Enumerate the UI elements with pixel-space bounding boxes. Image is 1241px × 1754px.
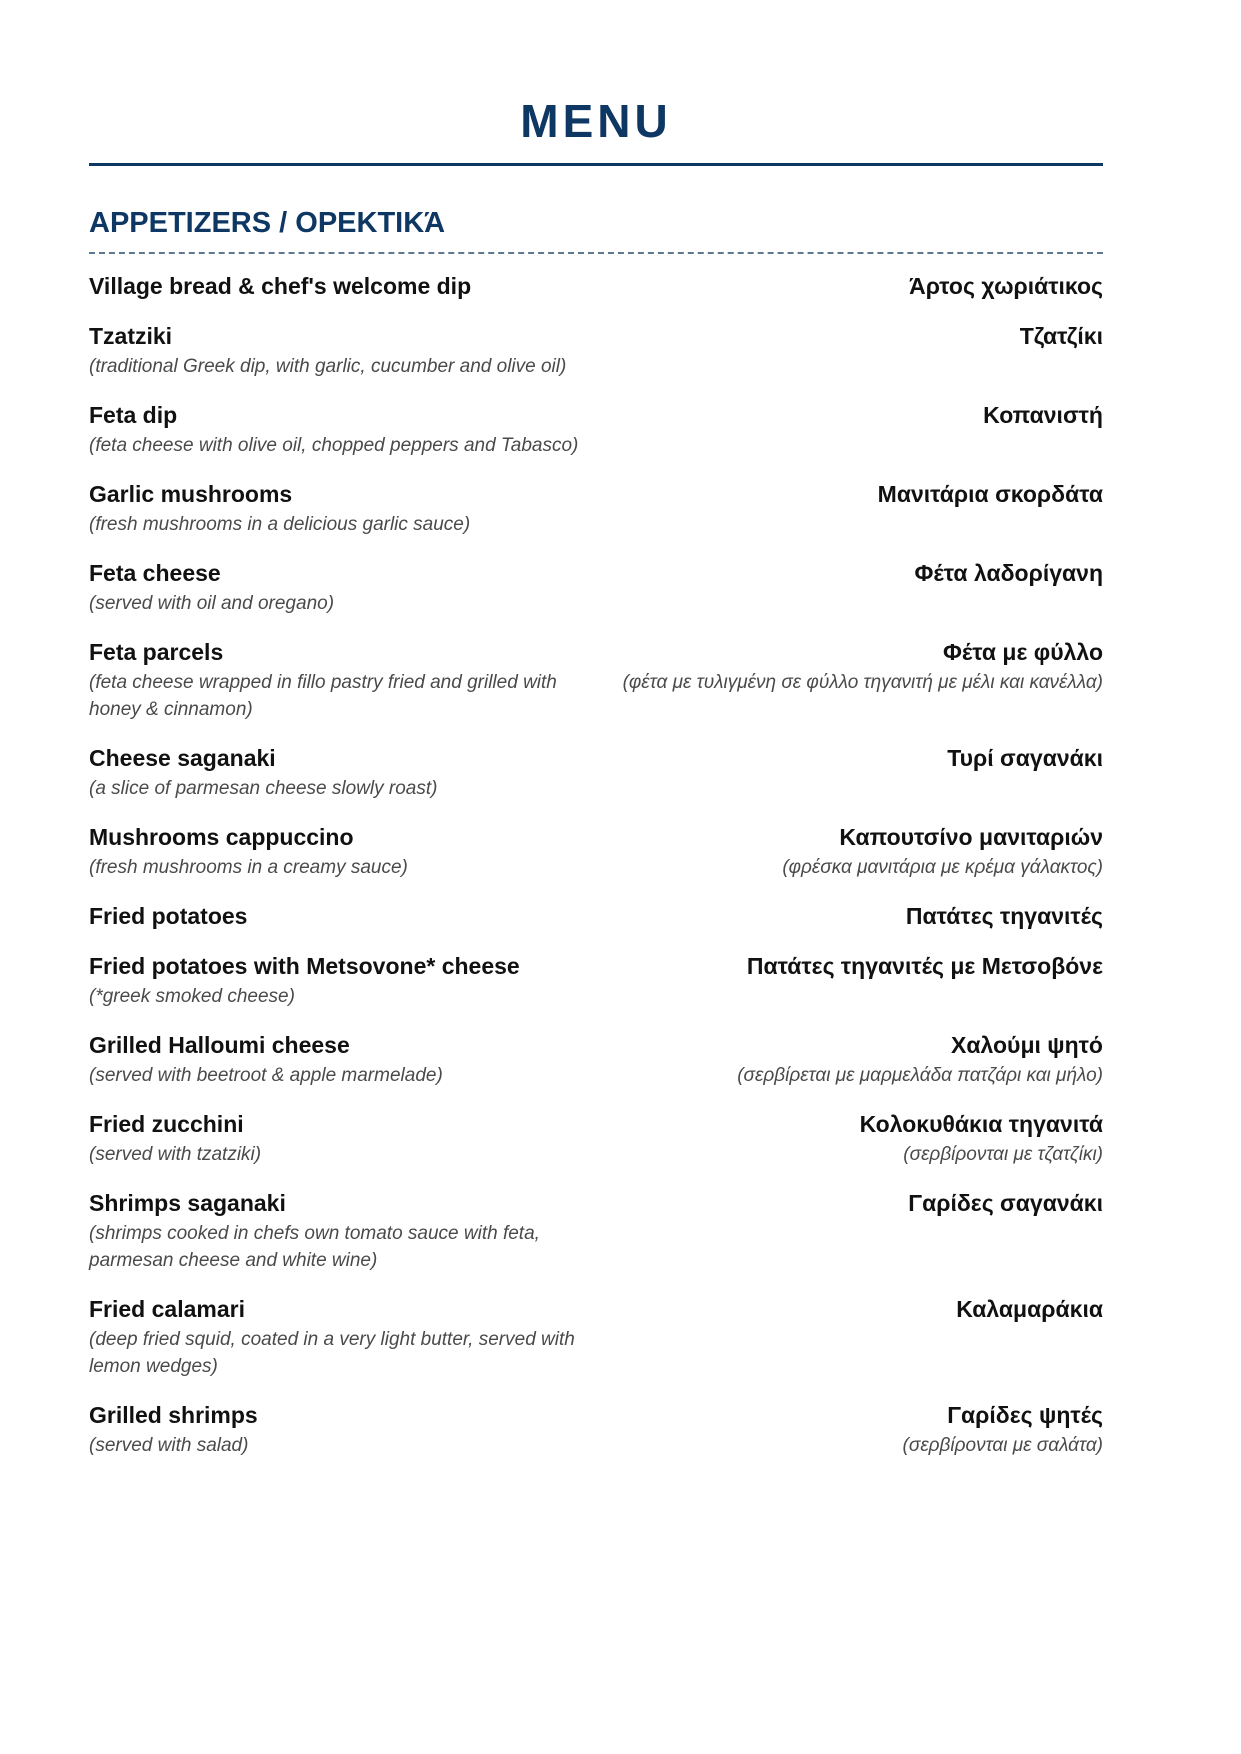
menu-item-name-gr: Γαρίδες σαγανάκι <box>908 1190 1103 1216</box>
menu-item-name-en: Fried potatoes <box>89 903 248 929</box>
menu-item-name-en: Grilled Halloumi cheese <box>89 1032 350 1058</box>
title-divider <box>89 163 1103 166</box>
menu-item-english <box>89 271 609 301</box>
menu-item-english <box>89 637 609 723</box>
menu-item-name-gr: Τυρί σαγανάκι <box>947 745 1103 771</box>
menu-item-desc-en: (fresh mushrooms in a delicious garlic sauce) <box>89 514 471 535</box>
menu-item-desc-gr: (σερβίρεται με μαρμελάδα πατζάρι και μήλο) <box>737 1065 1103 1086</box>
menu-item-desc-en: (traditional Greek dip, with garlic, cucumber and olive oil) <box>89 356 567 377</box>
menu-item-name-gr: Πατάτες τηγανιτές <box>905 903 1103 929</box>
menu-item <box>89 479 1103 538</box>
menu-item-english <box>89 1400 609 1459</box>
menu-item-greek <box>878 479 1103 509</box>
menu-item-name-en: Grilled shrimps <box>89 1402 258 1428</box>
menu-item-english <box>89 558 609 617</box>
menu-item-desc-en: (deep fried squid, coated in a very light butter, served with lemon wedges) <box>89 1329 575 1377</box>
menu-items-list <box>89 254 1103 1459</box>
menu-item-english <box>89 951 609 1010</box>
menu-item-english <box>89 1294 609 1380</box>
menu-item-desc-en: (feta cheese wrapped in fillo pastry fried and grilled with honey & cinnamon) <box>89 672 557 720</box>
menu-item-name-en: Fried calamari <box>89 1296 245 1322</box>
menu-item-name-gr: Φέτα με φύλλο <box>943 639 1103 665</box>
menu-item-name-gr: Τζατζίκι <box>1019 323 1103 349</box>
menu-item-desc-gr: (σερβίρονται με σαλάτα) <box>902 1435 1103 1456</box>
menu-item-name-en: Shrimps saganaki <box>89 1190 286 1216</box>
menu-item <box>89 1188 1103 1274</box>
menu-item-desc-en: (served with tzatziki) <box>89 1144 262 1165</box>
menu-item <box>89 271 1103 301</box>
menu-item-desc-en: (served with oil and oregano) <box>89 593 335 614</box>
menu-item-name-gr: Κοπανιστή <box>983 402 1103 428</box>
menu-item-greek <box>903 1400 1103 1459</box>
menu-item-name-en: Fried potatoes with Metsovone* cheese <box>89 953 520 979</box>
menu-item-name-en: Cheese saganaki <box>89 745 276 771</box>
menu-item <box>89 558 1103 617</box>
menu-item-name-gr: Κολοκυθάκια τηγανιτά <box>859 1111 1103 1137</box>
menu-item-english <box>89 479 609 538</box>
menu-item <box>89 400 1103 459</box>
menu-item <box>89 321 1103 380</box>
menu-item-english <box>89 822 609 881</box>
menu-item-desc-en: (served with salad) <box>89 1435 249 1456</box>
menu-item-name-en: Mushrooms cappuccino <box>89 824 354 850</box>
menu-item-desc-en: (feta cheese with olive oil, chopped peppers and Tabasco) <box>89 435 579 456</box>
menu-item-name-en: Fried zucchini <box>89 1111 244 1137</box>
menu-item-desc-gr: (φρέσκα μανιτάρια με κρέμα γάλακτος) <box>782 857 1103 878</box>
menu-item-desc-en: (shrimps cooked in chefs own tomato sauce with feta, parmesan cheese and white wine) <box>89 1223 540 1271</box>
menu-item-name-gr: Μανιτάρια σκορδάτα <box>877 481 1103 507</box>
menu-item-greek <box>908 1188 1103 1218</box>
menu-item-greek <box>983 400 1103 430</box>
menu-item-desc-en: (served with beetroot & apple marmelade) <box>89 1065 443 1086</box>
menu-item-greek <box>747 951 1103 981</box>
menu-item-name-gr: Άρτος χωριάτικος <box>909 273 1103 299</box>
menu-item-greek <box>623 637 1103 696</box>
menu-item <box>89 1294 1103 1380</box>
menu-item-english <box>89 901 609 931</box>
menu-item-name-gr: Γαρίδες ψητές <box>947 1402 1103 1428</box>
menu-item <box>89 1400 1103 1459</box>
menu-item <box>89 1030 1103 1089</box>
menu-item-name-gr: Πατάτες τηγανιτές με Μετσοβόνε <box>746 953 1103 979</box>
menu-item-english <box>89 400 609 459</box>
menu-item-name-gr: Φέτα λαδορίγανη <box>914 560 1103 586</box>
menu-item-greek <box>947 743 1103 773</box>
menu-item-name-gr: Καλαμαράκια <box>956 1296 1103 1322</box>
section-heading-appetizers: APPETIZERS / ΟΡΕΚΤΙΚΆ <box>89 207 446 239</box>
menu-item-name-en: Feta parcels <box>89 639 224 665</box>
menu-item-name-en: Garlic mushrooms <box>89 481 293 507</box>
menu-item <box>89 951 1103 1010</box>
menu-item-name-gr: Χαλούμι ψητό <box>951 1032 1103 1058</box>
menu-item <box>89 901 1103 931</box>
menu-title: MENU <box>520 95 672 147</box>
menu-item-desc-en: (fresh mushrooms in a creamy sauce) <box>89 857 408 878</box>
menu-item-desc-gr: (φέτα με τυλιγμένη σε φύλλο τηγανιτή με μέλι και κανέλλα) <box>622 672 1103 693</box>
menu-item-greek <box>909 271 1103 301</box>
menu-item-name-gr: Καπουτσίνο μανιταριών <box>839 824 1103 850</box>
menu-item-desc-gr: (σερβίρονται με τζατζίκι) <box>903 1144 1103 1165</box>
menu-item <box>89 822 1103 881</box>
menu-item-greek <box>1020 321 1103 351</box>
menu-item-greek <box>737 1030 1103 1089</box>
menu-item-name-en: Feta dip <box>89 402 178 428</box>
menu-item-english <box>89 1188 609 1274</box>
menu-item-english <box>89 1109 609 1168</box>
menu-item-greek <box>915 558 1103 588</box>
menu-item-english <box>89 1030 609 1089</box>
menu-item-name-en: Tzatziki <box>89 323 173 349</box>
menu-item-name-en: Feta cheese <box>89 560 221 586</box>
menu-item-greek <box>906 901 1103 931</box>
menu-item-name-en: Village bread & chef's welcome dip <box>89 273 472 299</box>
menu-item <box>89 637 1103 723</box>
menu-item-greek <box>956 1294 1103 1324</box>
menu-item <box>89 743 1103 802</box>
menu-item-english <box>89 321 609 380</box>
menu-item-desc-en: (a slice of parmesan cheese slowly roast) <box>89 778 438 799</box>
menu-item-greek <box>782 822 1103 881</box>
menu-item-english <box>89 743 609 802</box>
menu-item <box>89 1109 1103 1168</box>
menu-item-greek <box>860 1109 1103 1168</box>
menu-item-desc-en: (*greek smoked cheese) <box>89 986 295 1007</box>
